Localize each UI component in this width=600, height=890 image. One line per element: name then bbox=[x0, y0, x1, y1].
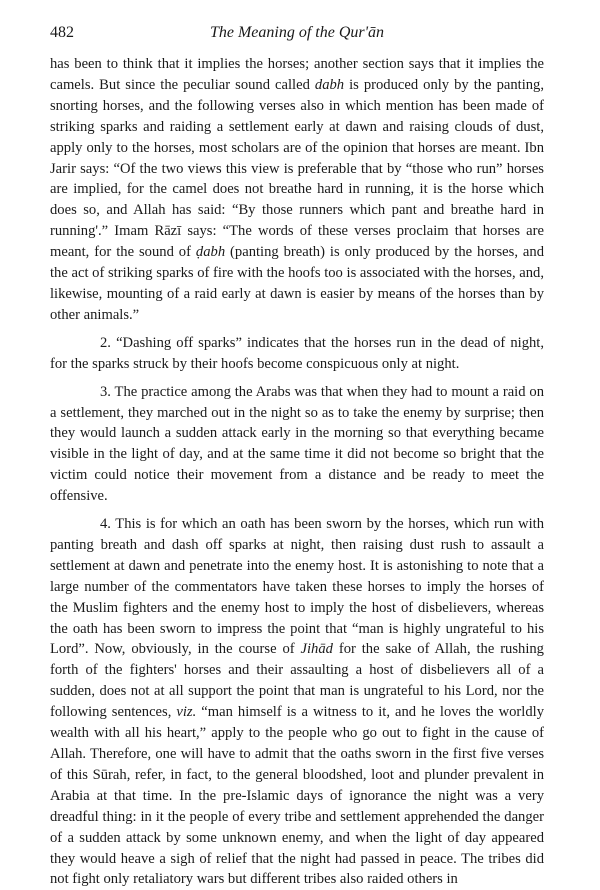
italic-term-viz: viz. bbox=[176, 704, 197, 721]
running-title: The Meaning of the Qur'ān bbox=[209, 24, 385, 41]
italic-term-dabh-diacritic: ḍabh bbox=[195, 244, 226, 261]
note-paragraph-3 bbox=[50, 382, 544, 507]
italic-term-dabh: dabh bbox=[314, 76, 345, 93]
text-segment: “man himself is a witness to it, and he loves the worldly wealth with all his heart,” apply to the people who go out to fight in the cause of Allah. Therefore, one will have to admit that the oaths sworn in the first five verses of this Sūrah, refer, in fact, to the general bloodshed, loot and plunder prevalent in Arabia at that time. In the pre-Islamic days of ignorance the night was a very dreadful thing: in it the people of every tribe and settlement apprehended the danger of a sudden attack by some unknown enemy, and when the light of day appeared they would heave a sigh of relief that the night had passed in peace. The tribes did not fight only retaliatory wars but different tribes also raided others in bbox=[50, 704, 544, 888]
text-segment: (panting breath) is only produced by the horses, and the act of striking sparks of fire with the hoofs too is associated with the horses, and, likewise, mounting of a raid early at dawn is easier by means of the horses than by other animals.” bbox=[50, 244, 545, 323]
text-segment: is produced only by the panting, snorting horses, and the following verses also in which mention has been made of striking sparks and raiding a settlement early at dawn and raising clouds of dust, apply only to the horses, most scholars are of the opinion that horses are meant. Ibn Jarir says: “Of the two views this view is preferable that by “those who run” horses are implied, for the camel does not breathe hard in running, it is the horse which does so, and Allah has said: “By those runners which pant and breathe hard in running'.” Imam Rāzī says: “The words of these verses proclaim that horses are meant, for the sound of bbox=[50, 76, 544, 261]
text-segment: 2. “Dashing off sparks” indicates that the horses run in the dead of night, for the sparks struck by their hoofs become conspicuous only at night. bbox=[50, 334, 544, 372]
body-text bbox=[50, 54, 544, 890]
text-segment: has been to think that it implies the horses; another section says that it implies the camels. But since the peculiar sound called bbox=[50, 56, 544, 93]
paragraph-continuation bbox=[50, 54, 544, 326]
text-segment: for the sake of Allah, the rushing forth of the fighters' horses and their assaulting a host of disbelievers all of a sudden, does not at all support the point that man is ungrateful to his Lord, nor the following sentences, bbox=[50, 641, 544, 721]
text-segment: 3. The practice among the Arabs was that when they had to mount a raid on a settlement, they marched out in the night so as to take the enemy by surprise; then they would launch a sudden attack early in the morning so that everything became visible in the light of day, and at the same time it did not become so bright that the victim could notice their movement from a distance and be ready to meet the offensive. bbox=[50, 383, 544, 505]
text-segment: 4. This is for which an oath has been sworn by the horses, which run with panting breath and dash off sparks at night, then raising dust rush to assault a settlement at dawn and penetrate into the enemy host. It is astonishing to note that a large number of the commentators have taken these horses to imply the horses of the Muslim fighters and the enemy host to imply the host of disbelievers, whereas the oath has been sworn to impress the point that “man is highly ungrateful to his Lord”. Now, obviously, in the course of bbox=[50, 516, 544, 658]
note-paragraph-4 bbox=[50, 514, 544, 890]
running-head bbox=[50, 20, 544, 46]
page-number: 482 bbox=[50, 24, 74, 41]
italic-term-jihad: Jihād bbox=[300, 641, 333, 658]
note-paragraph-2 bbox=[50, 333, 544, 375]
